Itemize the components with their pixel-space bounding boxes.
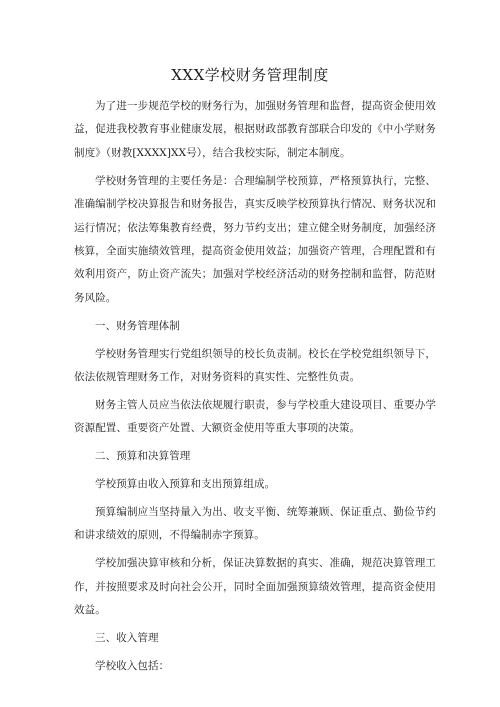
body-paragraph: 财务主管人员应当依法依规履行职责，参与学校重大建设项目、重要办学资源配置、重要资产处置、大额资金使用等重大事项的决策。 (74, 398, 436, 435)
body-paragraph: 学校财务管理实行党组织领导的校长负责制。校长在学校党组织领导下，依法依规管理财务工作，对财务资料的真实性、完整性负责。 (74, 347, 436, 383)
body-paragraph: 学校加强决算审核和分析，保证决算数据的真实、准确，规范决算管理工作，并按照要求及时向社会公开，同时全面加强预算绩效管理，提高资金使用效益。 (74, 557, 436, 617)
section-heading: 三、收入管理 (95, 632, 159, 645)
body-paragraph: 预算编制应当坚持量入为出、收支平衡、统筹兼顾、保证重点、勤俭节约和讲求绩效的原则，不得编制赤字预算。 (74, 506, 436, 542)
section-heading: 一、财务管理体制 (95, 319, 180, 332)
body-paragraph: 学校收入包括： (95, 659, 170, 672)
document-body (74, 95, 436, 683)
document-title: XXX学校财务管理制度 (171, 66, 329, 84)
tasks-paragraph: 学校财务管理的主要任务是：合理编制学校预算，严格预算执行，完整、准确编制学校决算报告和财务报告，真实反映学校预算执行情况、财务状况和运行情况；依法筹集教育经费，努力节约支出；建立健全财务制度，加强经济核算，全面实施绩效管理，提高资金使用效益；加强资产管理，合理配置和有效利用资产，防止资产流失；加强对学校经济活动的财务控制和监督，防范财务风险。 (74, 174, 436, 304)
section-heading: 二、预算和决算管理 (95, 450, 191, 463)
body-paragraph: 学校预算由收入预算和支出预算组成。 (95, 478, 276, 491)
intro-paragraph: 为了进一步规范学校的财务行为，加强财务管理和监督，提高资金使用效益，促进我校教育事业健康发展，根据财政部教育部联合印发的《中小学财务制度》（财教[XXXX]XX号），结合我校实际，制定本制度。 (74, 100, 436, 159)
